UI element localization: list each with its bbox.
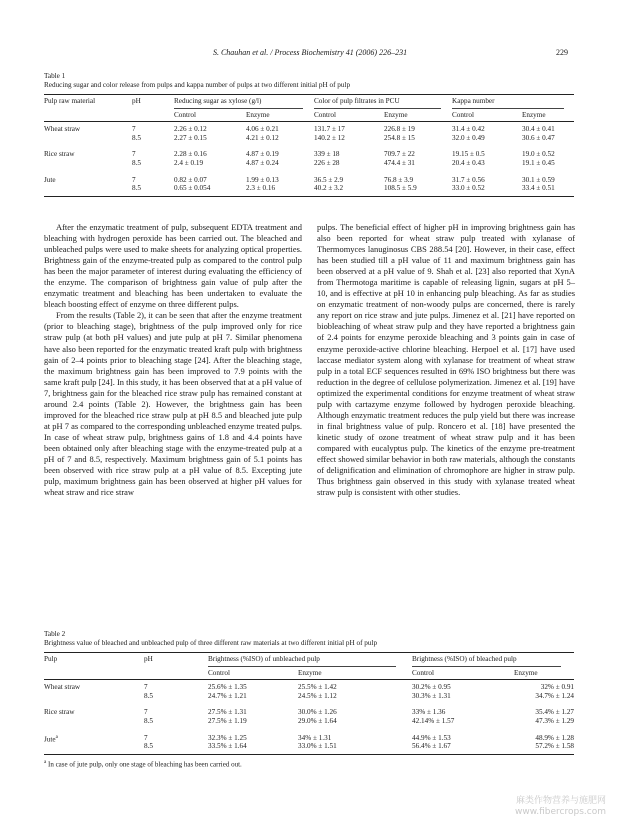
- table-cell: 30.2% ± 0.95 30.3% ± 1.31: [412, 683, 451, 700]
- table-cell: 30.4 ± 0.41 30.6 ± 0.47: [522, 125, 555, 142]
- t1-sub-control: Control: [174, 110, 246, 122]
- table-cell: 27.5% ± 1.31 27.5% ± 1.19: [208, 708, 247, 725]
- t2-sub-enzyme: Enzyme: [514, 668, 574, 680]
- row-label: Jute$^a$: [44, 726, 144, 755]
- watermark: [515, 796, 606, 818]
- table-cell: 7 8.5: [144, 708, 153, 725]
- table-row: [44, 680, 574, 701]
- table2-caption: [44, 630, 574, 648]
- t2-sub-control: Control: [208, 668, 298, 680]
- watermark-url: www.fibercrops.com: [515, 807, 606, 817]
- table-cell: 7 8.5: [132, 168, 174, 197]
- row-label: Rice straw: [44, 708, 75, 717]
- t1-sub-enzyme: Enzyme: [246, 110, 314, 122]
- table-cell: 7 8.5: [144, 683, 153, 700]
- table-cell: 32% ± 0.91 34.7% ± 1.24: [535, 683, 575, 700]
- table-cell: 35.4% ± 1.27 47.3% ± 1.29: [535, 708, 575, 725]
- table1: [44, 94, 574, 197]
- table-cell: 226.8 ± 19 254.8 ± 15: [384, 125, 415, 142]
- table-row: [44, 700, 574, 725]
- t2-sub-control: Control: [412, 668, 514, 680]
- running-header: [0, 48, 620, 62]
- t1-sub-enzyme: Enzyme: [384, 110, 452, 122]
- table2: [44, 652, 574, 755]
- table-cell: 19.0 ± 0.52 19.1 ± 0.45: [522, 150, 555, 167]
- t1-head-kappa: Kappa number: [452, 95, 574, 110]
- table-cell: 0.82 ± 0.07 0.65 ± 0.054: [174, 168, 246, 197]
- table-cell: 131.7 ± 17 140.2 ± 12: [314, 125, 345, 142]
- table-cell: 25.5% ± 1.42 24.5% ± 1.12: [298, 683, 337, 700]
- table-row: [44, 142, 574, 167]
- table-cell: 25.6% ± 1.35 24.7% ± 1.21: [208, 683, 247, 700]
- table-cell: 76.8 ± 3.9 108.5 ± 5.9: [384, 168, 452, 197]
- t2-head-pulp: Pulp: [44, 653, 144, 668]
- table-cell: 30.0% ± 1.26 29.0% ± 1.64: [298, 708, 337, 725]
- table-cell: 4.06 ± 0.21 4.21 ± 0.12: [246, 125, 279, 142]
- table-cell: 7 8.5: [132, 150, 141, 167]
- row-label: Rice straw: [44, 150, 75, 159]
- footnote-marker: a: [44, 760, 47, 765]
- table-cell: 4.87 ± 0.19 4.87 ± 0.24: [246, 150, 279, 167]
- table2-label: Table 2: [44, 630, 66, 638]
- table-cell: 33% ± 1.36 42.14% ± 1.57: [412, 708, 455, 725]
- table-cell: 31.7 ± 0.56 33.0 ± 0.52: [452, 168, 522, 197]
- table-cell: 1.99 ± 0.13 2.3 ± 0.16: [246, 168, 314, 197]
- page-number: 229: [556, 48, 568, 57]
- footnote-text: In case of jute pulp, only one stage of bleaching has been carried out.: [47, 760, 242, 769]
- table1-label: Table 1: [44, 72, 66, 80]
- body-column-left: [44, 222, 302, 498]
- running-title: S. Chauhan et al. / Process Biochemistry 41 (2006) 226–231: [212, 48, 408, 57]
- t1-head-ph: pH: [132, 95, 174, 110]
- t1-head-material: Pulp raw material: [44, 95, 132, 110]
- row-label: Wheat straw: [44, 683, 81, 692]
- paragraph: From the results (Table 2), it can be seen that after the enzyme treatment (prior to bleaching stage), brightness of the pulp improved only for rice straw pulp (at both pH values) and jute pulp at pH 7. Similar phenomena have also been reported for the enzymatic treated kraft pulp with brightness gain of 2–4 points prior to bleaching stage [24]. After the bleaching stage, the maximum brightness gain has been improved to 7.9 points with the same kraft pulp [24]. In this study, it has been observed that at a pH value of 7, brightness gain for the bleached rice straw pulp has remained constant at around 2.4 points (Table 2). However, the brightness gain has been improved for the bleached rice straw pulp at pH 8.5 and bleached jute pulp at pH 7 as compared to the corresponding unbleached enzyme treated pulps. In case of wheat straw pulp, brightness gains of 1.8 and 4.4 points have been obtained only after bleaching stage with the enzyme-treated pulp at a pH of 7 and 8.5, respectively. Maximum brightness gain of 5.1 points has been observed with rice straw pulp at a pH value of 8.5. Excepting jute pulp, maximum brightness gain has been observed at higher pH values for wheat straw and rice straw: [44, 310, 302, 498]
- paragraph: pulps. The beneficial effect of higher pH in improving brightness gain has also been reported for wheat straw pulp treated with xylanase of Thermomyces lanuginosus CBS 288.54 [20]. However, in their case, effect has been studied till a pH value of 11 and maximum brightness gain has been observed at a pH value of 9. Shah et al. [23] also reported that XynA from Thermotoga maritime is capable of releasing lignin, sugars at pH 5–10, and is effective at pH 10 in enhancing pulp bleaching. As far as studies on enzymatic treatment of non-woody pulps are concerned, there is rarely any report on rice straw and jute pulps. Jimenez et al. [21] have reported on biobleaching of wheat straw pulp and they have reported a brightness gain of 2.4 points for enzyme peroxide bleaching and 3 points gain in case of enzyme peroxide-active chlorine bleaching. Herpoel et al. [17] have used laccase mediator system along with xylanase for treatment of wheat straw pulp in a total ECF sequences resulted in 69% ISO brightness but there was reduction in the degree of cellulose polymerization. Jimenez et al. [19] have optimized the experimental conditions for enzyme treatment of wheat straw pulp with cartazyme enzyme followed by hydrogen peroxide bleaching. Although enzymatic treatment reduces the pulp yield but there was increase in final brightness value of pulp. Roncero et al. [18] have presented the kinetic study of ozone treatment of wheat straw pulp and it has been compared with eucalyptus pulp. The kinetics of the enzyme pre-treatment effect showed similar behavior in both raw materials, although the constants of delignification and elimination of chromophore are higher in straw pulp. Thus brightness gain observed in this study with xylanase treated wheat straw pulp is consistent with other studies.: [317, 222, 575, 498]
- table-row: [44, 168, 574, 197]
- table-cell: 36.5 ± 2.9 40.2 ± 3.2: [314, 168, 384, 197]
- table-cell: 7 8.5: [144, 726, 208, 755]
- table-cell: 339 ± 18 226 ± 28: [314, 150, 340, 167]
- table-cell: 709.7 ± 22 474.4 ± 31: [384, 150, 415, 167]
- t1-sub-enzyme: Enzyme: [522, 110, 574, 122]
- table2-footnote: [44, 760, 574, 768]
- t1-head-sugar: Reducing sugar as xylose (g/l): [174, 95, 314, 110]
- table-cell: 30.1 ± 0.59 33.4 ± 0.51: [522, 168, 574, 197]
- footnote-marker: a: [55, 734, 58, 740]
- body-column-right: [317, 222, 575, 498]
- watermark-title: 麻类作物营养与施肥网: [515, 796, 606, 806]
- t1-head-color: Color of pulp filtrates in PCU: [314, 95, 452, 110]
- t1-sub-control: Control: [452, 110, 522, 122]
- table1-caption-text: Reducing sugar and color release from pulps and kappa number of pulps at two different initial pH of pulp: [44, 81, 351, 89]
- table-row: [44, 726, 574, 755]
- table-cell: 31.4 ± 0.42 32.0 ± 0.49: [452, 125, 485, 142]
- table2-caption-text: Brightness value of bleached and unbleached pulp of three different raw materials at two different initial pH of pulp: [44, 639, 378, 647]
- table-cell: 44.9% ± 1.53 56.4% ± 1.67: [412, 726, 514, 755]
- table-row: [44, 122, 574, 143]
- t1-sub-control: Control: [314, 110, 384, 122]
- table-cell: 2.26 ± 0.12 2.27 ± 0.15: [174, 125, 207, 142]
- table1-caption: [44, 72, 574, 90]
- table-cell: 34% ± 1.31 33.0% ± 1.51: [298, 726, 412, 755]
- table-cell: 32.3% ± 1.25 33.5% ± 1.64: [208, 726, 298, 755]
- row-label: Wheat straw: [44, 125, 81, 134]
- t2-sub-enzyme: Enzyme: [298, 668, 412, 680]
- table-cell: 19.15 ± 0.5 20.4 ± 0.43: [452, 150, 485, 167]
- t2-head-unbleached: Brightness (%ISO) of unbleached pulp: [208, 653, 412, 668]
- paragraph: After the enzymatic treatment of pulp, subsequent EDTA treatment and bleaching with hydrogen peroxide has been carried out. The bleached and unbleached pulps were used to make sheets for analyzing optical properties. Brightness gain of the enzyme-treated pulp as compared to the control pulp has been the major parameter of interest during evaluating the efficiency of the enzyme. The comparison of brightness gain value of pulp after the enzymatic treatment and bleaching has been undertaken to evaluate the bleach boosting effect of enzyme on three different pulps.: [44, 222, 302, 310]
- t2-head-ph: pH: [144, 653, 208, 668]
- table-cell: 7 8.5: [132, 125, 141, 142]
- row-label: Jute: [44, 168, 132, 197]
- table-cell: 48.9% ± 1.28 57.2% ± 1.58: [514, 726, 574, 755]
- table-cell: 2.28 ± 0.16 2.4 ± 0.19: [174, 150, 207, 167]
- t2-head-bleached: Brightness (%ISO) of bleached pulp: [412, 653, 574, 668]
